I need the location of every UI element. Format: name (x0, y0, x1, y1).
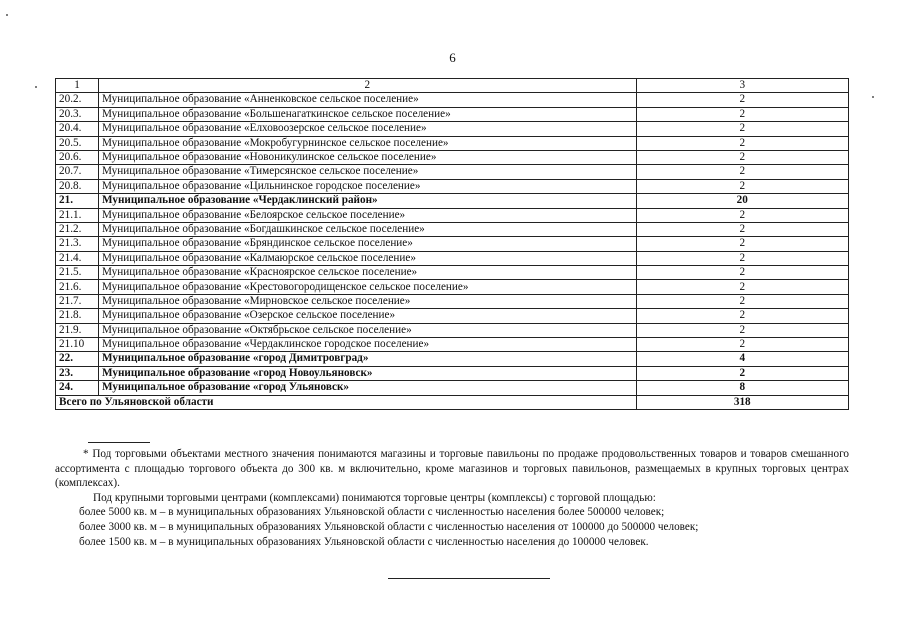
row-value: 2 (636, 165, 848, 179)
row-value: 2 (636, 136, 848, 150)
row-number: 20.8. (56, 179, 99, 193)
row-number: 21.5. (56, 266, 99, 280)
row-name: Муниципальное образование «город Димитровград» (98, 352, 636, 366)
row-value: 2 (636, 179, 848, 193)
scan-speck (6, 14, 8, 16)
row-value: 2 (636, 122, 848, 136)
row-name: Муниципальное образование «Озерское сельское поселение» (98, 309, 636, 323)
row-name: Муниципальное образование «город Ульяновск» (98, 381, 636, 395)
table-row (56, 338, 849, 352)
table-row (56, 309, 849, 323)
row-value: 2 (636, 251, 848, 265)
row-number: 21. (56, 194, 99, 208)
row-name: Муниципальное образование «Елховоозерское сельское поселение» (98, 122, 636, 136)
row-number: 22. (56, 352, 99, 366)
row-name: Муниципальное образование «Новоникулинское сельское поселение» (98, 150, 636, 164)
row-number: 20.6. (56, 150, 99, 164)
row-value: 2 (636, 208, 848, 222)
row-value: 2 (636, 366, 848, 380)
row-value: 2 (636, 222, 848, 236)
table-row (56, 107, 849, 121)
row-name: Муниципальное образование «Мокробугурнинское сельское поселение» (98, 136, 636, 150)
row-name: Муниципальное образование «Чердаклинский район» (98, 194, 636, 208)
row-name: Муниципальное образование «Тимерсянское сельское поселение» (98, 165, 636, 179)
table-row (56, 93, 849, 107)
row-number: 24. (56, 381, 99, 395)
row-name: Муниципальное образование «Бряндинское сельское поселение» (98, 237, 636, 251)
row-number: 21.4. (56, 251, 99, 265)
footnote-item: более 3000 кв. м – в муниципальных образованиях Ульяновской области с численностью населения от 100000 до 500000 человек; (79, 520, 699, 533)
row-number: 21.10 (56, 338, 99, 352)
row-number: 21.2. (56, 222, 99, 236)
header-cell-2: 2 (98, 79, 636, 93)
row-value: 2 (636, 107, 848, 121)
table-row (56, 381, 849, 395)
row-number: 21.6. (56, 280, 99, 294)
bottom-rule (388, 578, 550, 579)
footnote (55, 447, 849, 549)
table-row (56, 122, 849, 136)
row-value: 2 (636, 237, 848, 251)
row-number: 20.4. (56, 122, 99, 136)
table-row (56, 280, 849, 294)
header-cell-3: 3 (636, 79, 848, 93)
page-number: 6 (449, 50, 456, 65)
row-value: 20 (636, 194, 848, 208)
row-number: 23. (56, 366, 99, 380)
row-value: 2 (636, 280, 848, 294)
row-value: 4 (636, 352, 848, 366)
table-row (56, 323, 849, 337)
table-row (56, 294, 849, 308)
row-name: Муниципальное образование «город Новоульяновск» (98, 366, 636, 380)
row-number: 21.9. (56, 323, 99, 337)
row-name: Муниципальное образование «Красноярское сельское поселение» (98, 266, 636, 280)
row-value: 2 (636, 93, 848, 107)
row-number: 20.7. (56, 165, 99, 179)
table-row (56, 237, 849, 251)
table-row (56, 266, 849, 280)
row-number: 20.2. (56, 93, 99, 107)
table-row (56, 194, 849, 208)
table-row (56, 165, 849, 179)
scan-speck (872, 96, 874, 98)
table-row (56, 136, 849, 150)
row-name: Муниципальное образование «Анненковское сельское поселение» (98, 93, 636, 107)
table-row (56, 150, 849, 164)
row-name: Муниципальное образование «Белоярское сельское поселение» (98, 208, 636, 222)
table-row (56, 222, 849, 236)
row-name: Муниципальное образование «Октябрьское сельское поселение» (98, 323, 636, 337)
footnote-main: * Под торговыми объектами местного значения понимаются магазины и торговые павильоны по продаже продовольственных товаров и товаров смешанного ассортимента с площадью торгового объекта до 300 кв. м включительно, кроме магазинов и торговых павильонов, размещаемых в крупных торговых центрах (комплексах). (55, 448, 849, 490)
row-number: 21.3. (56, 237, 99, 251)
row-value: 2 (636, 338, 848, 352)
row-name: Муниципальное образование «Крестовогородищенское сельское поселение» (98, 280, 636, 294)
row-value: 2 (636, 266, 848, 280)
row-value: 2 (636, 309, 848, 323)
row-number: 21.8. (56, 309, 99, 323)
row-name: Муниципальное образование «Калмаюрское сельское поселение» (98, 251, 636, 265)
footnote-item: более 1500 кв. м – в муниципальных образованиях Ульяновской области с численностью населения до 100000 человек. (79, 535, 649, 548)
total-row (56, 395, 849, 409)
total-label: Всего по Ульяновской области (56, 395, 637, 409)
row-value: 2 (636, 294, 848, 308)
row-name: Муниципальное образование «Чердаклинское городское поселение» (98, 338, 636, 352)
table-row (56, 179, 849, 193)
footnote-separator (88, 442, 150, 443)
table-row (56, 352, 849, 366)
table-row (56, 366, 849, 380)
row-number: 20.5. (56, 136, 99, 150)
footnote-intro: Под крупными торговыми центрами (комплексами) понимаются торговые центры (комплексы) с торговой площадью: (93, 491, 656, 504)
total-value: 318 (636, 395, 848, 409)
header-cell-1: 1 (56, 79, 99, 93)
row-name: Муниципальное образование «Мирновское сельское поселение» (98, 294, 636, 308)
row-number: 20.3. (56, 107, 99, 121)
row-value: 2 (636, 323, 848, 337)
footnote-item: более 5000 кв. м – в муниципальных образованиях Ульяновской области с численностью населения более 500000 человек; (79, 506, 665, 519)
table-header-row (56, 79, 849, 93)
row-number: 21.1. (56, 208, 99, 222)
row-name: Муниципальное образование «Богдашкинское сельское поселение» (98, 222, 636, 236)
table-row (56, 251, 849, 265)
row-number: 21.7. (56, 294, 99, 308)
row-name: Муниципальное образование «Большенагаткинское сельское поселение» (98, 107, 636, 121)
row-value: 2 (636, 150, 848, 164)
scan-speck (35, 86, 37, 88)
row-value: 8 (636, 381, 848, 395)
table-row (56, 208, 849, 222)
row-name: Муниципальное образование «Цильнинское городское поселение» (98, 179, 636, 193)
municipalities-table (55, 78, 849, 410)
